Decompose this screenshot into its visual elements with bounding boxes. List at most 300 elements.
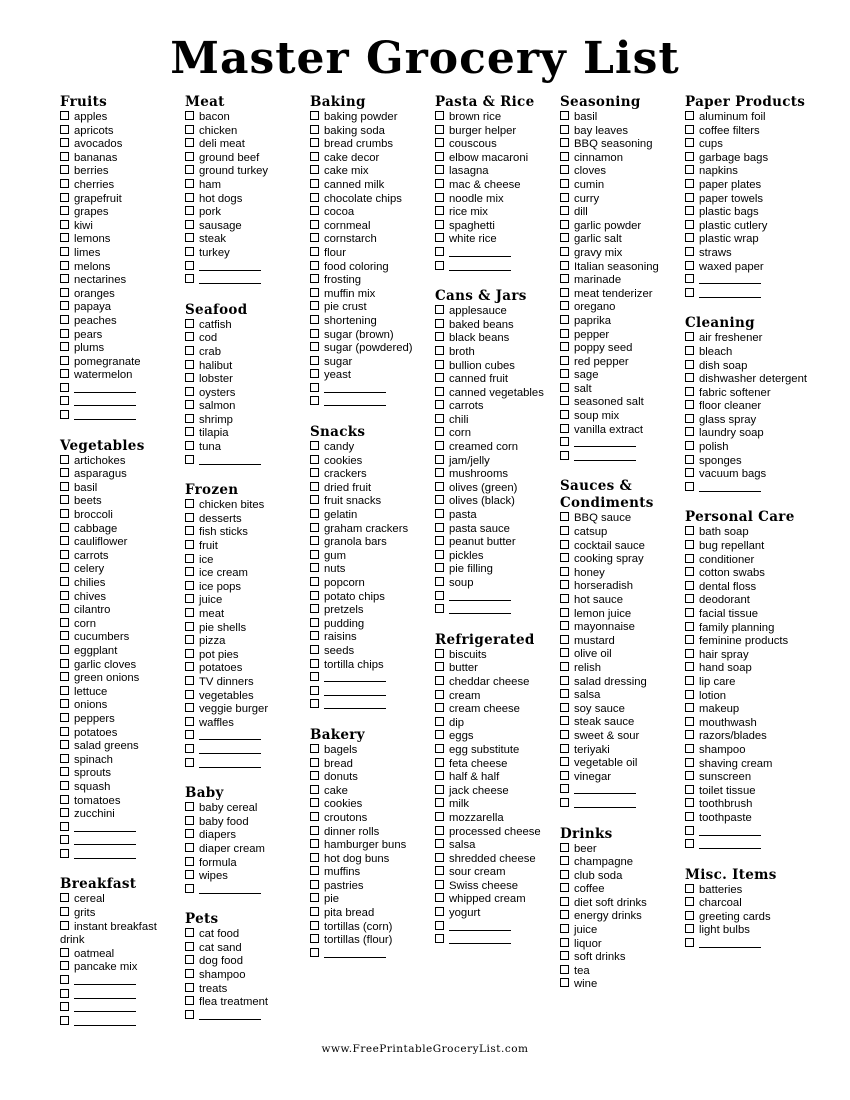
checkbox-icon[interactable] [435, 138, 444, 147]
checkbox-icon[interactable] [560, 138, 569, 147]
checkbox-icon[interactable] [435, 798, 444, 807]
checkbox-icon[interactable] [310, 839, 319, 848]
checkbox-icon[interactable] [60, 193, 69, 202]
checkbox-icon[interactable] [60, 536, 69, 545]
checkbox-icon[interactable] [60, 550, 69, 559]
checkbox-icon[interactable] [685, 676, 694, 685]
checkbox-icon[interactable] [60, 604, 69, 613]
checkbox-icon[interactable] [435, 523, 444, 532]
checkbox-icon[interactable] [435, 536, 444, 545]
checkbox-icon[interactable] [185, 703, 194, 712]
checkbox-icon[interactable] [310, 536, 319, 545]
checkbox-icon[interactable] [685, 468, 694, 477]
checkbox-icon[interactable] [560, 784, 569, 793]
checkbox-icon[interactable] [185, 319, 194, 328]
checkbox-icon[interactable] [310, 948, 319, 957]
checkbox-icon[interactable] [60, 329, 69, 338]
checkbox-icon[interactable] [435, 305, 444, 314]
blank-line[interactable] [449, 604, 511, 614]
checkbox-icon[interactable] [185, 870, 194, 879]
blank-line[interactable] [449, 591, 511, 601]
checkbox-icon[interactable] [685, 581, 694, 590]
checkbox-icon[interactable] [435, 509, 444, 518]
checkbox-icon[interactable] [60, 795, 69, 804]
checkbox-icon[interactable] [60, 301, 69, 310]
checkbox-icon[interactable] [60, 672, 69, 681]
checkbox-icon[interactable] [60, 396, 69, 405]
checkbox-icon[interactable] [60, 921, 69, 930]
checkbox-icon[interactable] [435, 604, 444, 613]
checkbox-icon[interactable] [435, 179, 444, 188]
checkbox-icon[interactable] [310, 233, 319, 242]
checkbox-icon[interactable] [560, 193, 569, 202]
checkbox-icon[interactable] [60, 523, 69, 532]
checkbox-icon[interactable] [185, 441, 194, 450]
checkbox-icon[interactable] [435, 758, 444, 767]
checkbox-icon[interactable] [685, 897, 694, 906]
blank-line[interactable] [449, 921, 511, 931]
checkbox-icon[interactable] [435, 152, 444, 161]
checkbox-icon[interactable] [435, 373, 444, 382]
checkbox-icon[interactable] [185, 983, 194, 992]
checkbox-icon[interactable] [185, 540, 194, 549]
checkbox-icon[interactable] [560, 608, 569, 617]
checkbox-icon[interactable] [685, 826, 694, 835]
blank-line[interactable] [74, 822, 136, 832]
checkbox-icon[interactable] [435, 744, 444, 753]
checkbox-icon[interactable] [185, 649, 194, 658]
checkbox-icon[interactable] [560, 152, 569, 161]
checkbox-icon[interactable] [60, 822, 69, 831]
checkbox-icon[interactable] [185, 220, 194, 229]
checkbox-icon[interactable] [60, 767, 69, 776]
checkbox-icon[interactable] [560, 594, 569, 603]
blank-line[interactable] [574, 451, 636, 461]
checkbox-icon[interactable] [185, 427, 194, 436]
checkbox-icon[interactable] [60, 342, 69, 351]
checkbox-icon[interactable] [685, 622, 694, 631]
checkbox-icon[interactable] [185, 332, 194, 341]
checkbox-icon[interactable] [685, 771, 694, 780]
checkbox-icon[interactable] [60, 975, 69, 984]
blank-line[interactable] [699, 288, 761, 298]
checkbox-icon[interactable] [185, 513, 194, 522]
checkbox-icon[interactable] [435, 893, 444, 902]
checkbox-icon[interactable] [185, 955, 194, 964]
checkbox-icon[interactable] [310, 758, 319, 767]
checkbox-icon[interactable] [560, 342, 569, 351]
checkbox-icon[interactable] [310, 699, 319, 708]
checkbox-icon[interactable] [185, 1010, 194, 1019]
checkbox-icon[interactable] [560, 233, 569, 242]
checkbox-icon[interactable] [185, 138, 194, 147]
checkbox-icon[interactable] [60, 781, 69, 790]
checkbox-icon[interactable] [560, 951, 569, 960]
checkbox-icon[interactable] [435, 346, 444, 355]
checkbox-icon[interactable] [185, 676, 194, 685]
checkbox-icon[interactable] [185, 816, 194, 825]
checkbox-icon[interactable] [185, 165, 194, 174]
checkbox-icon[interactable] [310, 631, 319, 640]
checkbox-icon[interactable] [435, 332, 444, 341]
checkbox-icon[interactable] [560, 512, 569, 521]
blank-line[interactable] [699, 839, 761, 849]
checkbox-icon[interactable] [60, 356, 69, 365]
checkbox-icon[interactable] [185, 969, 194, 978]
checkbox-icon[interactable] [60, 495, 69, 504]
checkbox-icon[interactable] [560, 744, 569, 753]
checkbox-icon[interactable] [60, 1002, 69, 1011]
checkbox-icon[interactable] [435, 220, 444, 229]
blank-line[interactable] [324, 686, 386, 696]
blank-line[interactable] [324, 948, 386, 958]
checkbox-icon[interactable] [560, 165, 569, 174]
checkbox-icon[interactable] [435, 907, 444, 916]
checkbox-icon[interactable] [685, 703, 694, 712]
checkbox-icon[interactable] [185, 690, 194, 699]
checkbox-icon[interactable] [435, 550, 444, 559]
blank-line[interactable] [199, 758, 261, 768]
checkbox-icon[interactable] [685, 346, 694, 355]
checkbox-icon[interactable] [435, 414, 444, 423]
checkbox-icon[interactable] [435, 111, 444, 120]
checkbox-icon[interactable] [435, 387, 444, 396]
checkbox-icon[interactable] [310, 138, 319, 147]
checkbox-icon[interactable] [560, 771, 569, 780]
checkbox-icon[interactable] [685, 152, 694, 161]
checkbox-icon[interactable] [185, 360, 194, 369]
checkbox-icon[interactable] [560, 798, 569, 807]
checkbox-icon[interactable] [60, 989, 69, 998]
checkbox-icon[interactable] [685, 798, 694, 807]
checkbox-icon[interactable] [60, 808, 69, 817]
checkbox-icon[interactable] [560, 301, 569, 310]
checkbox-icon[interactable] [560, 274, 569, 283]
checkbox-icon[interactable] [435, 482, 444, 491]
checkbox-icon[interactable] [435, 662, 444, 671]
checkbox-icon[interactable] [310, 288, 319, 297]
checkbox-icon[interactable] [685, 758, 694, 767]
blank-line[interactable] [199, 884, 261, 894]
checkbox-icon[interactable] [685, 261, 694, 270]
blank-line[interactable] [74, 1016, 136, 1026]
checkbox-icon[interactable] [185, 179, 194, 188]
checkbox-icon[interactable] [185, 996, 194, 1005]
checkbox-icon[interactable] [310, 812, 319, 821]
checkbox-icon[interactable] [435, 247, 444, 256]
checkbox-icon[interactable] [185, 928, 194, 937]
checkbox-icon[interactable] [185, 635, 194, 644]
checkbox-icon[interactable] [560, 553, 569, 562]
blank-line[interactable] [74, 410, 136, 420]
blank-line[interactable] [199, 730, 261, 740]
checkbox-icon[interactable] [560, 910, 569, 919]
checkbox-icon[interactable] [310, 880, 319, 889]
checkbox-icon[interactable] [60, 961, 69, 970]
checkbox-icon[interactable] [685, 414, 694, 423]
checkbox-icon[interactable] [560, 689, 569, 698]
checkbox-icon[interactable] [435, 441, 444, 450]
checkbox-icon[interactable] [185, 608, 194, 617]
checkbox-icon[interactable] [60, 591, 69, 600]
checkbox-icon[interactable] [60, 631, 69, 640]
checkbox-icon[interactable] [310, 455, 319, 464]
checkbox-icon[interactable] [310, 826, 319, 835]
checkbox-icon[interactable] [60, 179, 69, 188]
checkbox-icon[interactable] [560, 662, 569, 671]
checkbox-icon[interactable] [60, 468, 69, 477]
checkbox-icon[interactable] [185, 622, 194, 631]
blank-line[interactable] [449, 261, 511, 271]
checkbox-icon[interactable] [435, 427, 444, 436]
checkbox-icon[interactable] [310, 206, 319, 215]
checkbox-icon[interactable] [310, 495, 319, 504]
checkbox-icon[interactable] [185, 400, 194, 409]
checkbox-icon[interactable] [560, 676, 569, 685]
checkbox-icon[interactable] [185, 594, 194, 603]
checkbox-icon[interactable] [435, 233, 444, 242]
checkbox-icon[interactable] [560, 883, 569, 892]
checkbox-icon[interactable] [60, 274, 69, 283]
checkbox-icon[interactable] [185, 206, 194, 215]
blank-line[interactable] [74, 1002, 136, 1012]
checkbox-icon[interactable] [435, 261, 444, 270]
checkbox-icon[interactable] [435, 703, 444, 712]
checkbox-icon[interactable] [435, 853, 444, 862]
blank-line[interactable] [699, 826, 761, 836]
checkbox-icon[interactable] [685, 812, 694, 821]
blank-line[interactable] [199, 744, 261, 754]
checkbox-icon[interactable] [60, 261, 69, 270]
checkbox-icon[interactable] [685, 387, 694, 396]
checkbox-icon[interactable] [60, 220, 69, 229]
checkbox-icon[interactable] [685, 220, 694, 229]
checkbox-icon[interactable] [310, 921, 319, 930]
checkbox-icon[interactable] [310, 934, 319, 943]
checkbox-icon[interactable] [185, 125, 194, 134]
checkbox-icon[interactable] [185, 499, 194, 508]
checkbox-icon[interactable] [685, 911, 694, 920]
checkbox-icon[interactable] [435, 676, 444, 685]
checkbox-icon[interactable] [435, 921, 444, 930]
checkbox-icon[interactable] [560, 424, 569, 433]
blank-line[interactable] [324, 699, 386, 709]
checkbox-icon[interactable] [310, 577, 319, 586]
checkbox-icon[interactable] [560, 635, 569, 644]
checkbox-icon[interactable] [435, 839, 444, 848]
checkbox-icon[interactable] [560, 247, 569, 256]
blank-line[interactable] [74, 396, 136, 406]
checkbox-icon[interactable] [685, 690, 694, 699]
checkbox-icon[interactable] [685, 427, 694, 436]
checkbox-icon[interactable] [310, 645, 319, 654]
checkbox-icon[interactable] [435, 495, 444, 504]
checkbox-icon[interactable] [560, 621, 569, 630]
checkbox-icon[interactable] [185, 414, 194, 423]
checkbox-icon[interactable] [560, 730, 569, 739]
checkbox-icon[interactable] [60, 645, 69, 654]
checkbox-icon[interactable] [185, 744, 194, 753]
checkbox-icon[interactable] [60, 686, 69, 695]
checkbox-icon[interactable] [560, 437, 569, 446]
checkbox-icon[interactable] [435, 360, 444, 369]
checkbox-icon[interactable] [60, 659, 69, 668]
checkbox-icon[interactable] [310, 686, 319, 695]
checkbox-icon[interactable] [560, 897, 569, 906]
checkbox-icon[interactable] [185, 802, 194, 811]
checkbox-icon[interactable] [560, 978, 569, 987]
checkbox-icon[interactable] [560, 870, 569, 879]
checkbox-icon[interactable] [435, 730, 444, 739]
blank-line[interactable] [199, 261, 261, 271]
blank-line[interactable] [74, 849, 136, 859]
checkbox-icon[interactable] [560, 540, 569, 549]
checkbox-icon[interactable] [685, 373, 694, 382]
checkbox-icon[interactable] [310, 369, 319, 378]
checkbox-icon[interactable] [560, 396, 569, 405]
checkbox-icon[interactable] [560, 451, 569, 460]
checkbox-icon[interactable] [310, 274, 319, 283]
checkbox-icon[interactable] [685, 649, 694, 658]
checkbox-icon[interactable] [560, 329, 569, 338]
checkbox-icon[interactable] [60, 247, 69, 256]
checkbox-icon[interactable] [435, 826, 444, 835]
checkbox-icon[interactable] [185, 373, 194, 382]
checkbox-icon[interactable] [310, 165, 319, 174]
checkbox-icon[interactable] [685, 206, 694, 215]
checkbox-icon[interactable] [185, 346, 194, 355]
checkbox-icon[interactable] [185, 843, 194, 852]
blank-line[interactable] [74, 989, 136, 999]
checkbox-icon[interactable] [435, 812, 444, 821]
checkbox-icon[interactable] [560, 356, 569, 365]
checkbox-icon[interactable] [685, 482, 694, 491]
checkbox-icon[interactable] [310, 550, 319, 559]
checkbox-icon[interactable] [60, 727, 69, 736]
blank-line[interactable] [324, 672, 386, 682]
checkbox-icon[interactable] [435, 690, 444, 699]
checkbox-icon[interactable] [185, 942, 194, 951]
blank-line[interactable] [449, 934, 511, 944]
checkbox-icon[interactable] [310, 771, 319, 780]
checkbox-icon[interactable] [310, 220, 319, 229]
blank-line[interactable] [574, 784, 636, 794]
checkbox-icon[interactable] [60, 111, 69, 120]
checkbox-icon[interactable] [310, 672, 319, 681]
checkbox-icon[interactable] [60, 563, 69, 572]
checkbox-icon[interactable] [60, 152, 69, 161]
checkbox-icon[interactable] [60, 125, 69, 134]
checkbox-icon[interactable] [310, 659, 319, 668]
checkbox-icon[interactable] [560, 261, 569, 270]
checkbox-icon[interactable] [435, 468, 444, 477]
checkbox-icon[interactable] [185, 274, 194, 283]
checkbox-icon[interactable] [560, 206, 569, 215]
blank-line[interactable] [449, 247, 511, 257]
checkbox-icon[interactable] [560, 179, 569, 188]
checkbox-icon[interactable] [560, 383, 569, 392]
checkbox-icon[interactable] [685, 662, 694, 671]
checkbox-icon[interactable] [685, 274, 694, 283]
checkbox-icon[interactable] [685, 360, 694, 369]
blank-line[interactable] [199, 274, 261, 284]
checkbox-icon[interactable] [685, 400, 694, 409]
checkbox-icon[interactable] [435, 771, 444, 780]
checkbox-icon[interactable] [560, 924, 569, 933]
checkbox-icon[interactable] [310, 618, 319, 627]
checkbox-icon[interactable] [685, 526, 694, 535]
checkbox-icon[interactable] [185, 884, 194, 893]
checkbox-icon[interactable] [60, 165, 69, 174]
checkbox-icon[interactable] [60, 849, 69, 858]
checkbox-icon[interactable] [60, 577, 69, 586]
checkbox-icon[interactable] [185, 455, 194, 464]
checkbox-icon[interactable] [185, 526, 194, 535]
checkbox-icon[interactable] [60, 948, 69, 957]
checkbox-icon[interactable] [185, 857, 194, 866]
checkbox-icon[interactable] [310, 301, 319, 310]
checkbox-icon[interactable] [185, 730, 194, 739]
checkbox-icon[interactable] [310, 396, 319, 405]
checkbox-icon[interactable] [310, 247, 319, 256]
blank-line[interactable] [199, 1010, 261, 1020]
checkbox-icon[interactable] [685, 138, 694, 147]
blank-line[interactable] [574, 437, 636, 447]
checkbox-icon[interactable] [60, 410, 69, 419]
checkbox-icon[interactable] [185, 581, 194, 590]
checkbox-icon[interactable] [310, 866, 319, 875]
checkbox-icon[interactable] [560, 315, 569, 324]
checkbox-icon[interactable] [685, 567, 694, 576]
checkbox-icon[interactable] [685, 924, 694, 933]
checkbox-icon[interactable] [685, 884, 694, 893]
checkbox-icon[interactable] [310, 591, 319, 600]
checkbox-icon[interactable] [685, 635, 694, 644]
checkbox-icon[interactable] [560, 703, 569, 712]
checkbox-icon[interactable] [435, 125, 444, 134]
checkbox-icon[interactable] [310, 893, 319, 902]
checkbox-icon[interactable] [60, 206, 69, 215]
blank-line[interactable] [324, 396, 386, 406]
checkbox-icon[interactable] [560, 410, 569, 419]
checkbox-icon[interactable] [435, 649, 444, 658]
checkbox-icon[interactable] [185, 758, 194, 767]
checkbox-icon[interactable] [310, 604, 319, 613]
checkbox-icon[interactable] [310, 785, 319, 794]
checkbox-icon[interactable] [185, 717, 194, 726]
checkbox-icon[interactable] [310, 342, 319, 351]
blank-line[interactable] [699, 274, 761, 284]
checkbox-icon[interactable] [310, 853, 319, 862]
checkbox-icon[interactable] [685, 233, 694, 242]
checkbox-icon[interactable] [60, 740, 69, 749]
checkbox-icon[interactable] [685, 288, 694, 297]
checkbox-icon[interactable] [310, 152, 319, 161]
blank-line[interactable] [574, 798, 636, 808]
checkbox-icon[interactable] [60, 482, 69, 491]
checkbox-icon[interactable] [310, 441, 319, 450]
checkbox-icon[interactable] [185, 554, 194, 563]
checkbox-icon[interactable] [435, 785, 444, 794]
checkbox-icon[interactable] [310, 329, 319, 338]
checkbox-icon[interactable] [435, 591, 444, 600]
checkbox-icon[interactable] [685, 938, 694, 947]
blank-line[interactable] [74, 975, 136, 985]
checkbox-icon[interactable] [310, 907, 319, 916]
checkbox-icon[interactable] [310, 315, 319, 324]
checkbox-icon[interactable] [185, 233, 194, 242]
checkbox-icon[interactable] [185, 193, 194, 202]
